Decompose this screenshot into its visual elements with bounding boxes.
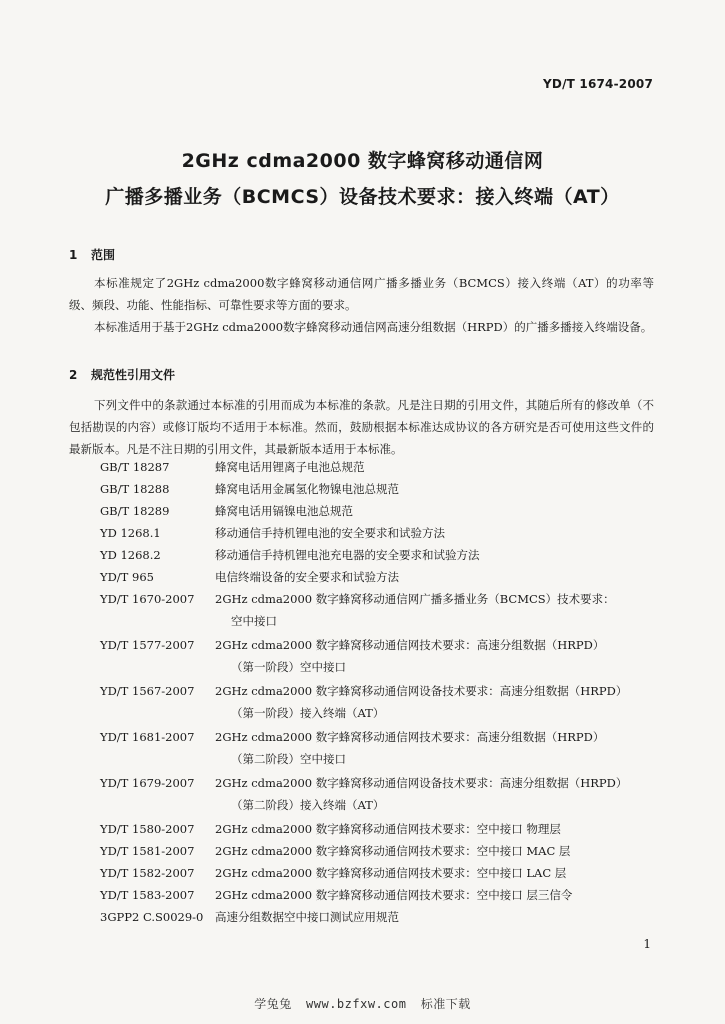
section-2-intro: 下列文件中的条款通过本标准的引用而成为本标准的条款。凡是注日期的引用文件，其随后所有的修改单（不包括勘误的内容）或修订版均不适用于本标准。然而，鼓励根据本标准达成协议的各方研究是否可使用这些文件的最新版本。凡是不注日期的引用文件，其最新版本适用于本标准。 bbox=[69, 398, 654, 456]
section-1-paragraph: 本标准适用于基于2GHz cdma2000数字蜂窝移动通信网高速分组数据（HRPD）的广播多播接入终端设备。 bbox=[94, 320, 653, 334]
reference-title bbox=[215, 500, 660, 522]
reference-title-continuation: （第一阶段）空中接口 bbox=[231, 660, 346, 674]
reference-code: YD/T 1581-2007 bbox=[100, 844, 195, 858]
reference-code: YD/T 1670-2007 bbox=[100, 592, 195, 606]
reference-item bbox=[100, 862, 660, 884]
reference-title bbox=[215, 544, 660, 566]
reference-item bbox=[100, 456, 660, 478]
reference-title bbox=[215, 818, 660, 840]
reference-code: YD/T 1583-2007 bbox=[100, 888, 195, 902]
reference-title-text: 2GHz cdma2000 数字蜂窝移动通信网技术要求：空中接口 LAC 层 bbox=[215, 866, 567, 880]
reference-item bbox=[100, 544, 660, 566]
document-title-line-2: 广播多播业务（BCMCS）设备技术要求：接入终端（AT） bbox=[105, 186, 620, 208]
reference-title-text: 2GHz cdma2000 数字蜂窝移动通信网技术要求：高速分组数据（HRPD） bbox=[215, 730, 605, 744]
page-number: 1 bbox=[643, 937, 651, 951]
reference-item bbox=[100, 772, 660, 816]
section-1-paragraph: 本标准规定了2GHz cdma2000数字蜂窝移动通信网广播多播业务（BCMCS）接入终端（AT）的功率等级、频段、功能、性能指标、可靠性要求等方面的要求。 bbox=[69, 276, 654, 312]
reference-code: GB/T 18288 bbox=[100, 482, 170, 496]
reference-list bbox=[100, 456, 660, 928]
footer-watermark bbox=[0, 995, 725, 1012]
reference-title bbox=[215, 634, 660, 678]
reference-title-text: 2GHz cdma2000 数字蜂窝移动通信网设备技术要求：高速分组数据（HRPD） bbox=[215, 776, 628, 790]
reference-title-continuation: （第二阶段）空中接口 bbox=[231, 752, 346, 766]
section-1-heading bbox=[69, 246, 115, 263]
reference-title-text: 蜂窝电话用金属氢化物镍电池总规范 bbox=[215, 482, 399, 496]
section-number: 2 bbox=[69, 368, 78, 382]
reference-title-text: 2GHz cdma2000 数字蜂窝移动通信网技术要求：空中接口 层三信令 bbox=[215, 888, 573, 902]
reference-title-text: 高速分组数据空中接口测试应用规范 bbox=[215, 910, 399, 924]
reference-code: GB/T 18287 bbox=[100, 460, 170, 474]
reference-title bbox=[215, 522, 660, 544]
reference-code: 3GPP2 C.S0029-0 bbox=[100, 910, 204, 924]
reference-item bbox=[100, 726, 660, 770]
reference-code: YD/T 965 bbox=[100, 570, 154, 584]
reference-title bbox=[215, 680, 660, 724]
reference-title bbox=[215, 726, 660, 770]
reference-code: YD/T 1679-2007 bbox=[100, 776, 195, 790]
reference-code: YD/T 1577-2007 bbox=[100, 638, 195, 652]
reference-title-text: 移动通信手持机锂电池充电器的安全要求和试验方法 bbox=[215, 548, 480, 562]
reference-item bbox=[100, 884, 660, 906]
reference-title-text: 蜂窝电话用锂离子电池总规范 bbox=[215, 460, 365, 474]
reference-item bbox=[100, 522, 660, 544]
reference-item bbox=[100, 818, 660, 840]
reference-code: YD/T 1681-2007 bbox=[100, 730, 195, 744]
reference-title bbox=[215, 884, 660, 906]
reference-item bbox=[100, 840, 660, 862]
reference-code: YD/T 1580-2007 bbox=[100, 822, 195, 836]
reference-title-text: 2GHz cdma2000 数字蜂窝移动通信网广播多播业务（BCMCS）技术要求： bbox=[215, 592, 615, 606]
reference-title-text: 蜂窝电话用镉镍电池总规范 bbox=[215, 504, 353, 518]
reference-title-text: 移动通信手持机锂电池的安全要求和试验方法 bbox=[215, 526, 445, 540]
reference-item bbox=[100, 588, 660, 632]
footer-left: 学兔兔 bbox=[254, 997, 292, 1011]
reference-title bbox=[215, 862, 660, 884]
reference-title-continuation: （第一阶段）接入终端（AT） bbox=[231, 706, 385, 720]
section-title: 范围 bbox=[91, 248, 116, 262]
reference-code: YD/T 1582-2007 bbox=[100, 866, 195, 880]
footer-right: 标准下载 bbox=[420, 997, 471, 1011]
section-number: 1 bbox=[69, 248, 78, 262]
reference-code: YD 1268.1 bbox=[100, 526, 161, 540]
reference-title bbox=[215, 456, 660, 478]
reference-item bbox=[100, 634, 660, 678]
document-title-line-1: 2GHz cdma2000 数字蜂窝移动通信网 bbox=[181, 150, 544, 172]
reference-title-text: 2GHz cdma2000 数字蜂窝移动通信网技术要求：空中接口 MAC 层 bbox=[215, 844, 571, 858]
reference-code: YD/T 1567-2007 bbox=[100, 684, 195, 698]
reference-item bbox=[100, 500, 660, 522]
reference-item bbox=[100, 680, 660, 724]
reference-title-text: 2GHz cdma2000 数字蜂窝移动通信网技术要求：高速分组数据（HRPD） bbox=[215, 638, 605, 652]
reference-title bbox=[215, 906, 660, 928]
reference-code: YD 1268.2 bbox=[100, 548, 161, 562]
reference-item bbox=[100, 906, 660, 928]
reference-item bbox=[100, 478, 660, 500]
standard-number: YD/T 1674-2007 bbox=[543, 77, 653, 91]
reference-title-text: 2GHz cdma2000 数字蜂窝移动通信网技术要求：空中接口 物理层 bbox=[215, 822, 561, 836]
reference-title-text: 2GHz cdma2000 数字蜂窝移动通信网设备技术要求：高速分组数据（HRPD） bbox=[215, 684, 628, 698]
section-2-heading bbox=[69, 366, 175, 383]
reference-title bbox=[215, 588, 660, 632]
reference-item bbox=[100, 566, 660, 588]
footer-site: www.bzfxw.com bbox=[306, 997, 407, 1011]
reference-title-continuation: 空中接口 bbox=[231, 614, 277, 628]
reference-title bbox=[215, 772, 660, 816]
reference-title-continuation: （第二阶段）接入终端（AT） bbox=[231, 798, 385, 812]
reference-title bbox=[215, 566, 660, 588]
reference-title bbox=[215, 478, 660, 500]
reference-title-text: 电信终端设备的安全要求和试验方法 bbox=[215, 570, 399, 584]
reference-title bbox=[215, 840, 660, 862]
reference-code: GB/T 18289 bbox=[100, 504, 170, 518]
section-title: 规范性引用文件 bbox=[91, 368, 176, 382]
